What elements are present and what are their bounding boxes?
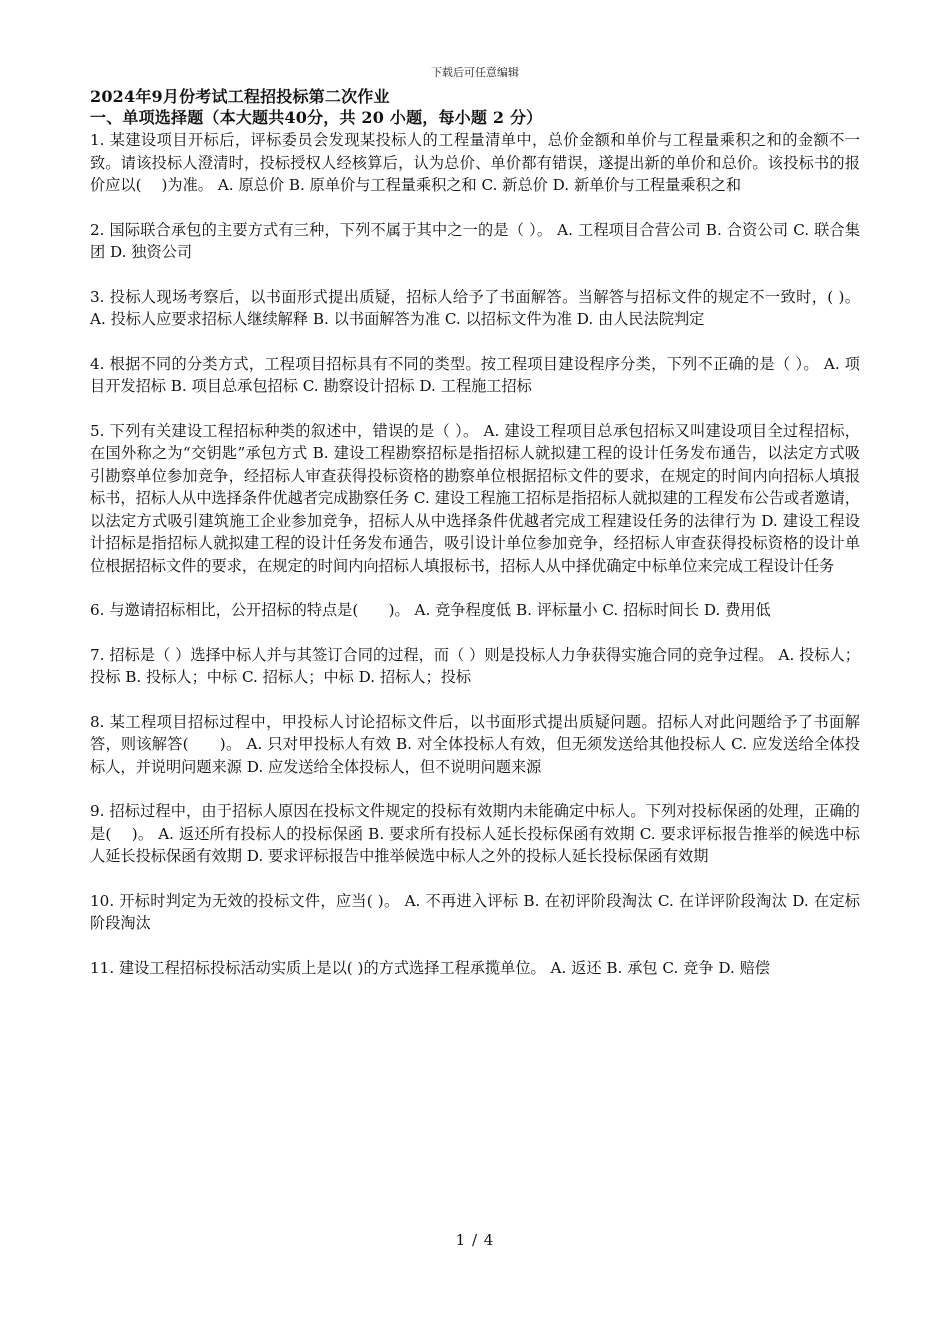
download-note: 下载后可任意编辑 bbox=[431, 66, 519, 79]
question-11: 11. 建设工程招标投标活动实质上是以( )的方式选择工程承揽单位。 A. 返还 B. 承包 C. 竞争 D. 赔偿 bbox=[90, 958, 770, 977]
question-1: 1. 某建设项目开标后，评标委员会发现某投标人的工程量清单中，总价金额和单价与工程量乘积之和的金额不一致。请该投标人澄清时，投标授权人经核算后，认为总价、单价都有错误，遂提出新的单价和总价。该投标书的报价应以( )为准。 A. 原总价 B. 原单价与工程量乘积之和 C. 新总价 D. 新单价与工程量乘积之和 bbox=[90, 131, 860, 194]
section-heading: 一、单项选择题（本大题共40分，共 20 小题，每小题 2 分） bbox=[90, 108, 543, 127]
question-list bbox=[90, 129, 860, 979]
question-6: 6. 与邀请招标相比，公开招标的特点是( )。 A. 竞争程度低 B. 评标量小 C. 招标时间长 D. 费用低 bbox=[90, 601, 771, 619]
question-5: 5. 下列有关建设工程招标种类的叙述中，错误的是（ ）。 A. 建设工程项目总承包招标又叫建设项目全过程招标，在国外称之为“交钥匙”承包方式 B. 建设工程勘察招标是指招标人就拟建工程的设计任务发布通告，以法定方式吸引勘察单位参加竞争，经招标人审查获得投标资格的勘察单位根据招标文件的要求，在规定的时间内向招标人填报标书，招标人从中选择条件优越者完成勘察任务 C. 建设工程施工招标是指招标人就拟建的工程发布公告或者邀请，以法定方式吸引建筑施工企业参加竞争，招标人从中选择条件优越者完成工程建设任务的法律行为 D. 建设工程设计招标是指招标人就拟建工程的设计任务发布通告，吸引设计单位参加竞争，经招标人审查获得投标资格的设计单位根据招标文件的要求，在规定的时间内向招标人填报标书，招标人从中择优确定中标单位来完成工程设计任务 bbox=[90, 421, 860, 575]
question-4: 4. 根据不同的分类方式，工程项目招标具有不同的类型。按工程项目建设程序分类，下列不正确的是（ ）。 A. 项目开发招标 B. 项目总承包招标 C. 勘察设计招标 D. 工程施工招标 bbox=[90, 354, 860, 395]
question-3: 3. 投标人现场考察后，以书面形式提出质疑，招标人给予了书面解答。当解答与招标文件的规定不一致时，( )。 A. 投标人应要求招标人继续解释 B. 以书面解答为准 C. 以招标文件为准 D. 由人民法院判定 bbox=[90, 287, 860, 328]
page-number: 1 / 4 bbox=[455, 1231, 495, 1249]
document-body bbox=[90, 86, 860, 979]
question-10: 10. 开标时判定为无效的投标文件，应当( )。 A. 不再进入评标 B. 在初评阶段淘汰 C. 在详评阶段淘汰 D. 在定标阶段淘汰 bbox=[90, 891, 860, 932]
question-7: 7. 招标是（ ）选择中标人并与其签订合同的过程，而（ ）则是投标人力争获得实施合同的竞争过程。 A. 投标人；投标 B. 投标人；中标 C. 招标人；中标 D. 招标人；投标 bbox=[90, 645, 860, 686]
question-2: 2. 国际联合承包的主要方式有三种，下列不属于其中之一的是（ ）。 A. 工程项目合营公司 B. 合资公司 C. 联合集团 D. 独资公司 bbox=[90, 220, 860, 261]
question-8: 8. 某工程项目招标过程中，甲投标人讨论招标文件后，以书面形式提出质疑问题。招标人对此问题给予了书面解答，则该解答( )。 A. 只对甲投标人有效 B. 对全体投标人有效，但无须发送给其他投标人 C. 应发送给全体投标人，并说明问题来源 D. 应发送给全体投标人，但不说明问题来源 bbox=[90, 712, 860, 776]
question-9: 9. 招标过程中，由于招标人原因在投标文件规定的投标有效期内未能确定中标人。下列对投标保函的处理，正确的是( )。 A. 返还所有投标人的投标保函 B. 要求所有投标人延长投标保函有效期 C. 要求评标报告推举的候选中标人延长投标保函有效期 D. 要求评标报告中推举候选中标人之外的投标人延长投标保函有效期 bbox=[90, 802, 860, 865]
document-title: 2024年9月份考试工程招投标第二次作业 bbox=[90, 87, 390, 106]
